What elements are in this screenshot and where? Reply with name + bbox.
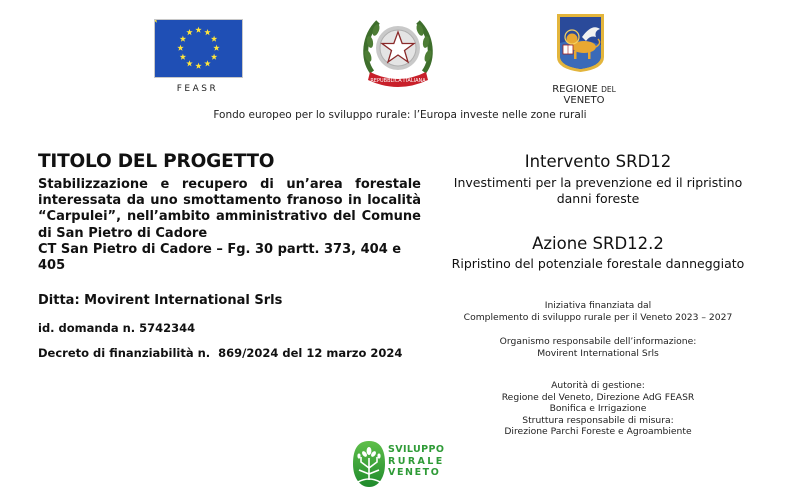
company-name: Ditta: Movirent International Srls bbox=[38, 293, 283, 308]
intervention-description: Investimenti per la prevenzione ed il ripristino danni foreste bbox=[453, 175, 743, 206]
project-description bbox=[38, 177, 421, 274]
regione-veneto-crest bbox=[556, 13, 605, 73]
project-heading: TITOLO DEL PROGETTO bbox=[38, 151, 275, 172]
info-org-name: Movirent International Srls bbox=[537, 347, 659, 359]
authority-label: Autorità di gestione: bbox=[551, 380, 645, 391]
regione-label-main: REGIONE bbox=[552, 84, 598, 95]
regione-veneto-label bbox=[534, 84, 634, 106]
management-authority bbox=[420, 380, 776, 438]
feasr-label: FEASR bbox=[176, 84, 219, 94]
info-org-label: Organismo responsabile dell’informazione: bbox=[499, 336, 697, 347]
financing-decree: Decreto di finanziabilità n. 869/2024 del 12 marzo 2024 bbox=[38, 346, 403, 360]
svg-text:REPUBBLICA ITALIANA: REPUBBLICA ITALIANA bbox=[370, 78, 426, 84]
eu-flag-logo bbox=[154, 19, 243, 78]
financing-info bbox=[420, 300, 776, 323]
srv-line-3: VENETO bbox=[388, 467, 441, 478]
action-description: Ripristino del potenziale forestale danneggiato bbox=[451, 256, 745, 271]
winged-lion-crest-icon bbox=[556, 13, 605, 73]
srv-line-2: RURALE bbox=[388, 455, 445, 467]
regione-label-small: DEL bbox=[601, 85, 616, 94]
financed-by-program: Complemento di sviluppo rurale per il Veneto 2023 – 2027 bbox=[463, 311, 733, 323]
eu-stars-icon bbox=[155, 20, 242, 77]
regione-label-end: VENETO bbox=[563, 95, 605, 106]
authority-name: Regione del Veneto, Direzione AdG FEASR Bonifica e Irrigazione bbox=[501, 391, 695, 414]
info-organisation bbox=[420, 336, 776, 359]
structure-name: Direzione Parchi Foreste e Agroambiente bbox=[504, 426, 692, 437]
fund-tagline: Fondo europeo per lo sviluppo rurale: l’Europa investe nelle zone rurali bbox=[213, 109, 587, 121]
sviluppo-rurale-veneto-wordmark bbox=[388, 444, 445, 479]
application-id: id. domanda n. 5742344 bbox=[38, 321, 196, 335]
structure-label: Struttura responsabile di misura: bbox=[522, 414, 674, 426]
tree-icon bbox=[352, 440, 386, 488]
srv-line-1: SVILUPPO bbox=[388, 444, 445, 455]
financed-by-label: Iniziativa finanziata dal bbox=[544, 300, 652, 311]
star-gear-emblem-icon bbox=[358, 10, 438, 92]
italian-republic-emblem bbox=[358, 10, 438, 92]
project-description-main: Stabilizzazione e recupero di un’area forestale interessata da uno smottamento franoso in località “Carpulei”, nell’ambito amministrativo del Comune di San Pietro di Cadore bbox=[38, 177, 421, 241]
project-cadastral-reference: CT San Pietro di Cadore – Fg. 30 partt. 373, 404 e 405 bbox=[38, 241, 402, 274]
intervention-title: Intervento SRD12 bbox=[524, 152, 672, 171]
action-title: Azione SRD12.2 bbox=[532, 234, 664, 253]
